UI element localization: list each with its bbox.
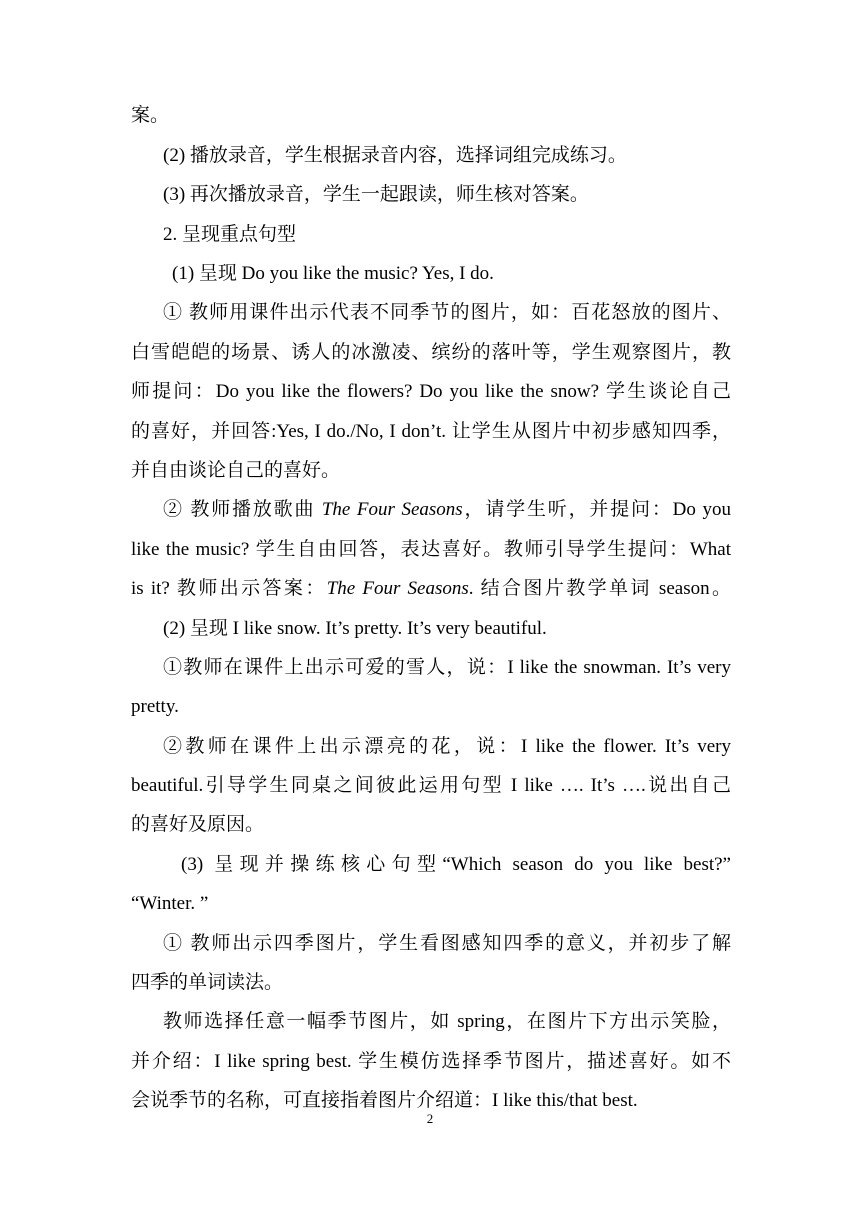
text-line: 案。	[131, 105, 170, 126]
text-line: 会说季节的名称，可直接指着图片介绍道：I like this/that best.	[131, 1090, 638, 1111]
text-line: “Winter. ”	[131, 893, 209, 914]
text-line: 师提问：Do you like the flowers? Do you like the snow? 学生谈论自己	[131, 381, 731, 402]
subsection-heading: (1) 呈现 Do you like the music? Yes, I do.	[172, 263, 494, 284]
song-title: The Four Seasons	[321, 499, 463, 520]
text-line: ①教师在课件上出示可爱的雪人，说：I like the snowman. It’s very	[163, 657, 731, 678]
text-line: (2) 播放录音，学生根据录音内容，选择词组完成练习。	[163, 145, 627, 166]
subsection-heading: (2) 呈现 I like snow. It’s pretty. It’s very beautiful.	[163, 618, 547, 639]
text-line: 四季的单词读法。	[131, 972, 284, 993]
text-line: beautiful.引导学生同桌之间彼此运用句型 I like …. It’s ….说出自己	[131, 775, 731, 796]
text-line: 的喜好及原因。	[131, 814, 265, 835]
text-line: (3) 再次播放录音，学生一起跟读，师生核对答案。	[163, 184, 589, 205]
text-line: 并介绍：I like spring best. 学生模仿选择季节图片，描述喜好。如不	[131, 1051, 731, 1072]
text-line: 的喜好，并回答:Yes, I do./No, I don’t. 让学生从图片中初步感知四季，	[131, 421, 731, 442]
text-line: 教师选择任意一幅季节图片，如 spring，在图片下方出示笑脸，	[163, 1011, 731, 1032]
text-line: 白雪皑皑的场景、诱人的冰激凌、缤纷的落叶等，学生观察图片，教	[131, 342, 731, 363]
song-title: The Four Seasons	[326, 578, 469, 599]
text-line: ②教师在课件上出示漂亮的花，说：I like the flower. It’s very	[163, 736, 731, 757]
text-line: pretty.	[131, 696, 179, 717]
subsection-heading: (3) 呈现并操练核心句型“Which season do you like best?”	[181, 854, 731, 875]
page-number: 2	[426, 1111, 434, 1126]
text-line: ① 教师用课件出示代表不同季节的图片，如：百花怒放的图片、	[163, 302, 731, 323]
text-line: 并自由谈论自己的喜好。	[131, 460, 341, 481]
text-line: ① 教师出示四季图片，学生看图感知四季的意义，并初步了解	[163, 933, 731, 954]
section-heading: 2. 呈现重点句型	[163, 224, 297, 245]
text-line: ② 教师播放歌曲 The Four Seasons，请学生听，并提问：Do you	[163, 499, 731, 520]
text-line: like the music? 学生自由回答，表达喜好。教师引导学生提问：What	[131, 539, 731, 560]
text-line: is it? 教师出示答案：The Four Seasons. 结合图片教学单词 season。	[131, 578, 731, 599]
